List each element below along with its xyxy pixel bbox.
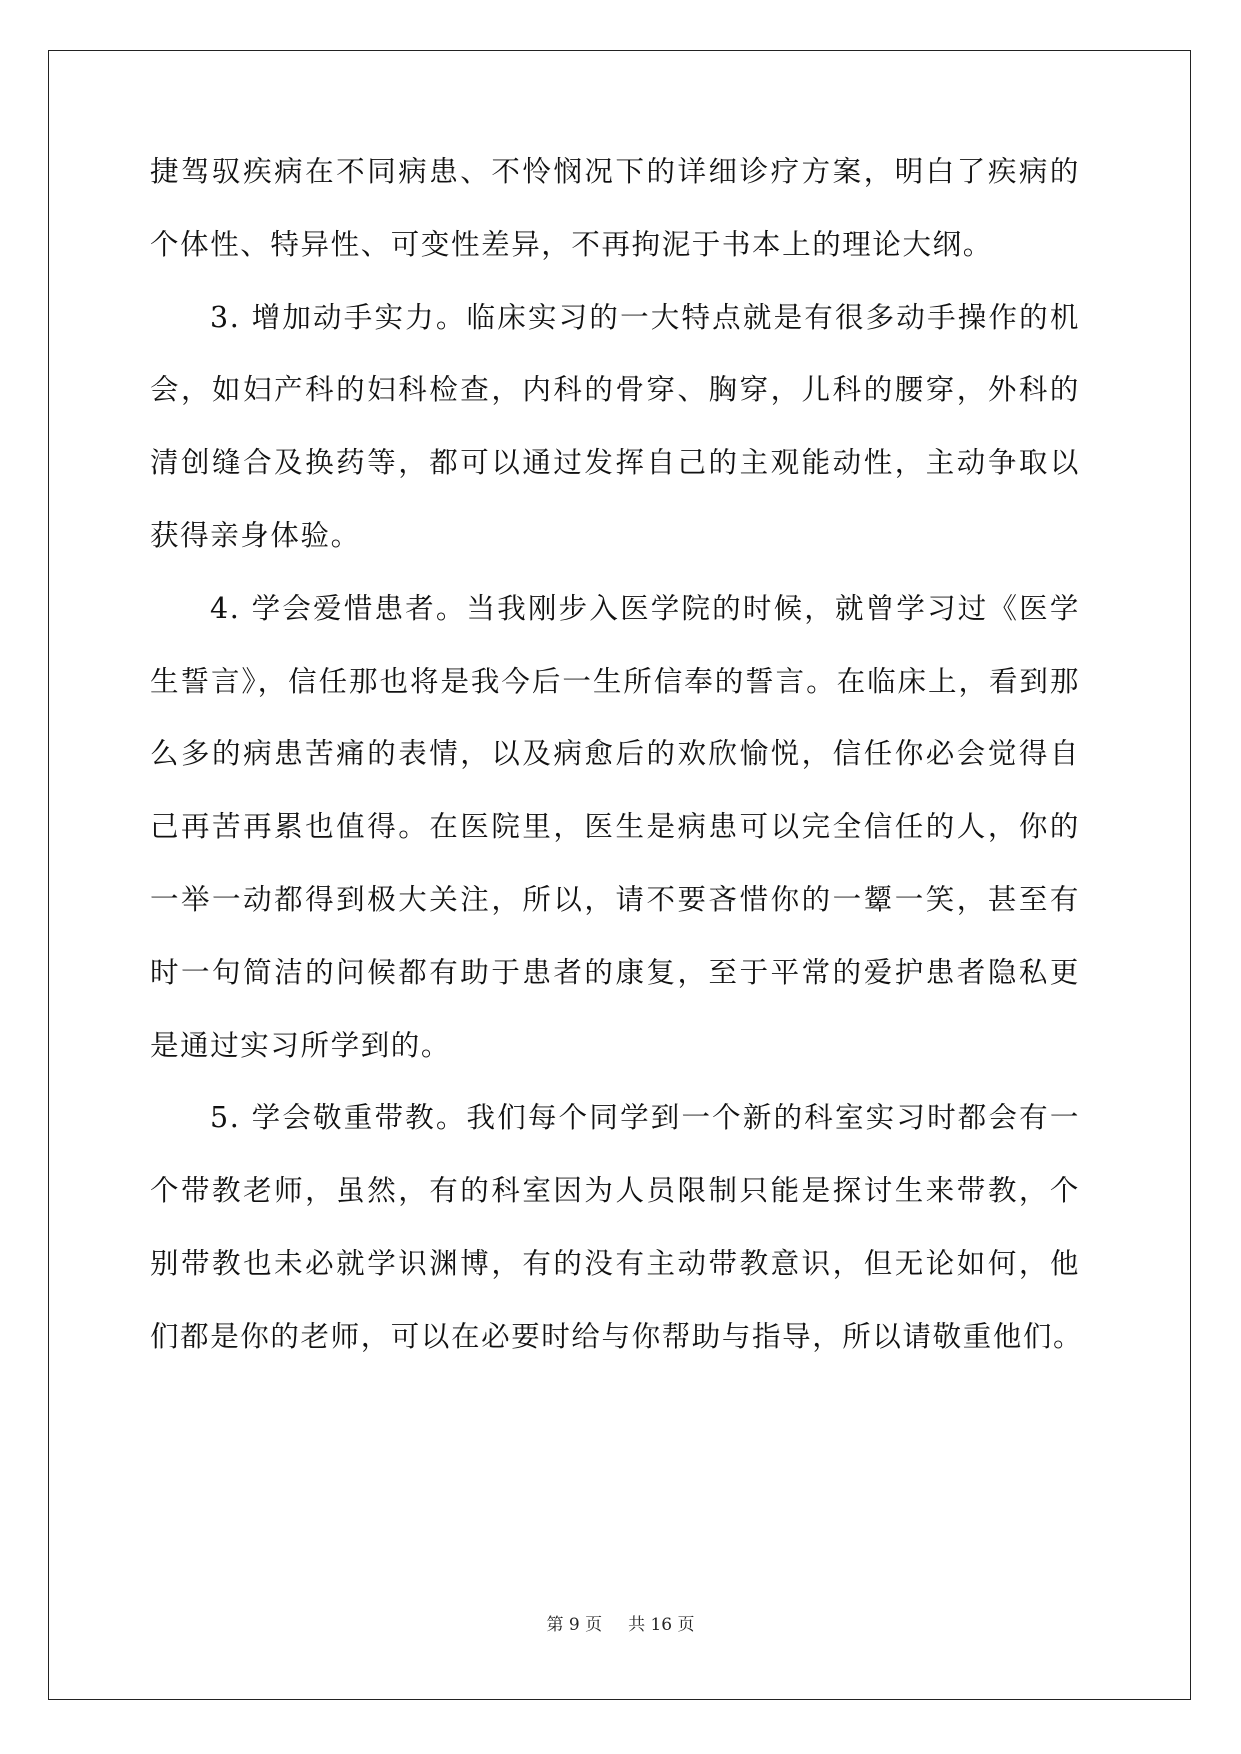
text-line: 会，如妇产科的妇科检查，内科的骨穿、胸穿，儿科的腰穿，外科的 xyxy=(150,373,1080,406)
text-line: 别带教也未必就学识渊博，有的没有主动带教意识，但无论如何，他 xyxy=(150,1247,1080,1280)
text-line: 清创缝合及换药等，都可以通过发挥自己的主观能动性，主动争取以 xyxy=(150,446,1080,479)
text-line: 己再苦再累也值得。在医院里，医生是病患可以完全信任的人，你的 xyxy=(150,810,1080,843)
page-total: 共 16 页 xyxy=(628,1615,695,1635)
text-line: 时一句简洁的问候都有助于患者的康复，至于平常的爱护患者隐私更 xyxy=(150,956,1080,989)
text-line: 一举一动都得到极大关注，所以，请不要吝惜你的一颦一笑，甚至有 xyxy=(150,883,1080,916)
text-line: 是通过实习所学到的。 xyxy=(150,1029,452,1062)
text-line: 4. 学会爱惜患者。当我刚步入医学院的时候，就曾学习过《医学 xyxy=(210,592,1080,625)
text-line: 个带教老师，虽然，有的科室因为人员限制只能是探讨生来带教，个 xyxy=(150,1174,1080,1207)
page-number: 第 9 页 xyxy=(546,1615,603,1635)
page-footer xyxy=(0,1614,1241,1636)
text-line: 获得亲身体验。 xyxy=(150,519,361,552)
text-line: 生誓言》，信任那也将是我今后一生所信奉的誓言。在临床上，看到那 xyxy=(150,665,1080,698)
text-line: 捷驾驭疾病在不同病患、不怜悯况下的详细诊疗方案，明白了疾病的 xyxy=(150,155,1080,188)
text-line: 5. 学会敬重带教。我们每个同学到一个新的科室实习时都会有一 xyxy=(210,1101,1080,1134)
text-line: 们都是你的老师，可以在必要时给与你帮助与指导，所以请敬重他们。 xyxy=(150,1320,1084,1353)
text-line: 3. 增加动手实力。临床实习的一大特点就是有很多动手操作的机 xyxy=(210,301,1080,334)
text-line: 么多的病患苦痛的表情，以及病愈后的欢欣愉悦，信任你必会觉得自 xyxy=(150,737,1080,770)
text-line: 个体性、特异性、可变性差异，不再拘泥于书本上的理论大纲。 xyxy=(150,228,993,261)
